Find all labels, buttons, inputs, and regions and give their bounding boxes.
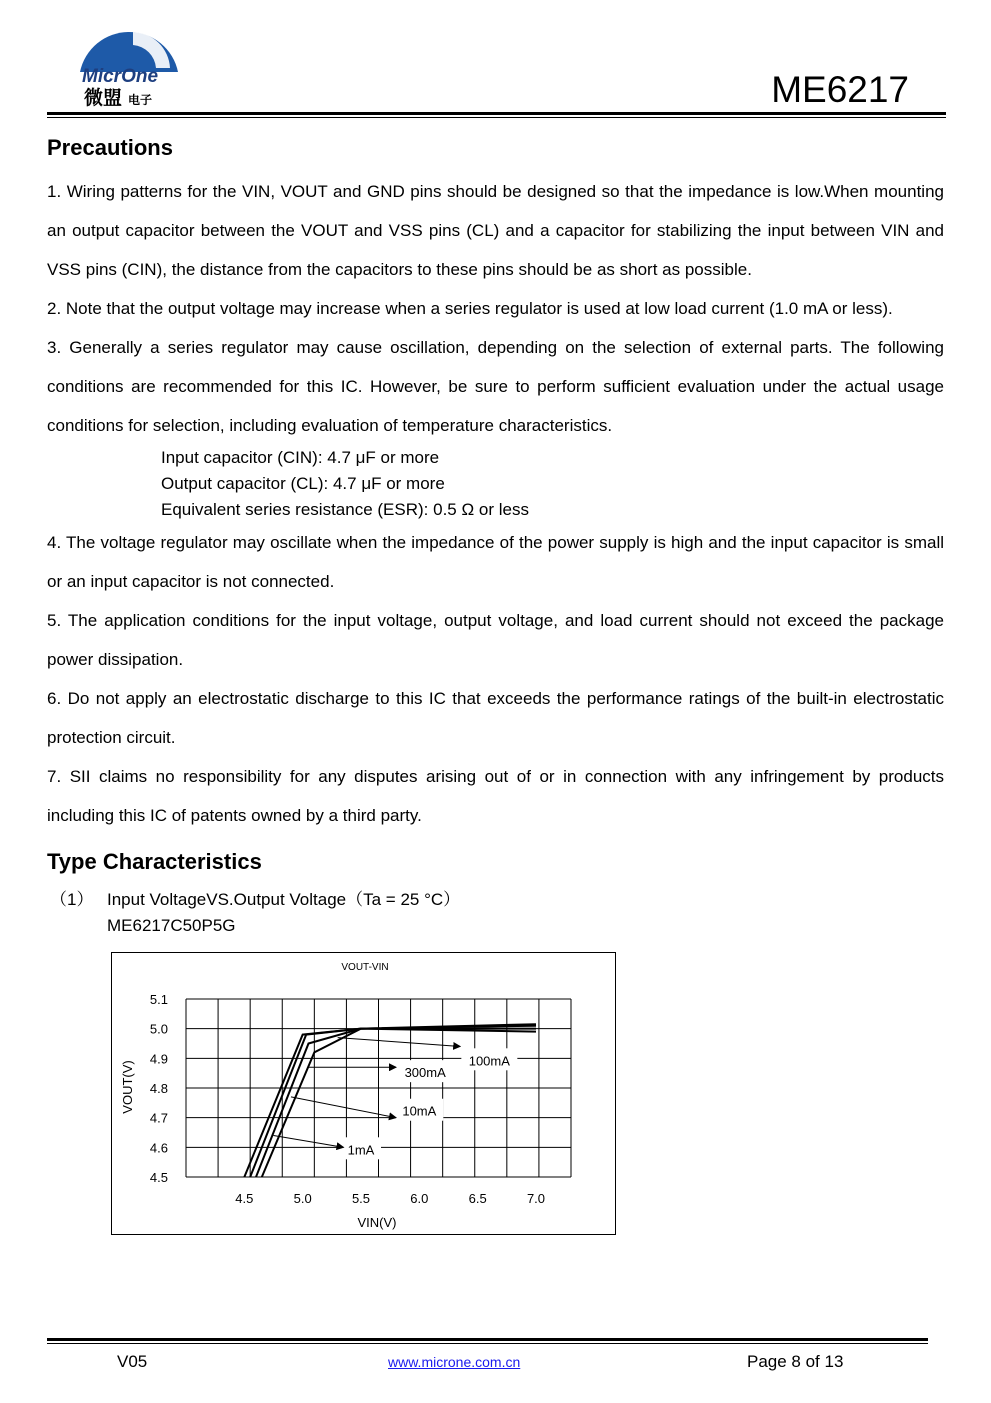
- chart-title: VOUT-VIN: [341, 962, 389, 973]
- footer-url-wrapper: [388, 1352, 520, 1372]
- part-number: ME6217: [771, 69, 909, 110]
- annotation-arrow-1mA: [274, 1135, 344, 1147]
- y-tick-label: 5.0: [149, 1021, 168, 1037]
- annotation-label-300mA: 300mA: [404, 1065, 446, 1081]
- y-tick-label: 4.6: [149, 1140, 168, 1156]
- x-tick-label: 4.5: [235, 1191, 254, 1206]
- precaution-3: 3. Generally a series regulator may cause oscillation, depending on the selection of external parts. The following conditions are recommended for this IC. However, be sure to perform sufficient evaluation under the actual usage conditions for selection, including evaluation of temperature characteristics.: [47, 338, 944, 435]
- precautions-heading: Precautions: [47, 135, 173, 160]
- footer-url-link[interactable]: www.microne.com.cn: [388, 1354, 521, 1370]
- microne-logo: [78, 20, 188, 112]
- x-tick-label: 5.0: [293, 1191, 312, 1206]
- annotation-arrow-100mA: [338, 1038, 460, 1047]
- footer-version: V05: [117, 1352, 148, 1371]
- condition-input-capacitor: Input capacitor (CIN): 4.7 μF or more: [161, 448, 440, 467]
- precaution-4: 4. The voltage regulator may oscillate when the impedance of the power supply is high and the input capacitor is small or an input capacitor is not connected.: [47, 533, 944, 591]
- x-tick-label: 6.0: [410, 1191, 429, 1206]
- y-tick-label: 4.8: [149, 1081, 168, 1096]
- vout-vin-chart: [111, 952, 616, 1235]
- logo-text-cn-small: 电子: [128, 93, 153, 107]
- precaution-2: 2. Note that the output voltage may increase when a series regulator is used at low load current (1.0 mA or less).: [47, 299, 893, 318]
- item-number: （1）: [50, 890, 94, 909]
- precaution-5: 5. The application conditions for the input voltage, output voltage, and load current should not exceed the package power dissipation.: [47, 611, 944, 669]
- x-tick-label: 5.5: [351, 1191, 371, 1206]
- footer-page: Page 8 of 13: [747, 1352, 844, 1371]
- chart-svg: [112, 953, 617, 1236]
- header-rule-thin: [47, 117, 946, 118]
- x-tick-label: 6.5: [468, 1191, 487, 1206]
- footer-rule-thin: [47, 1343, 928, 1344]
- annotation-label-1mA: 1mA: [347, 1142, 375, 1158]
- y-tick-label: 4.5: [149, 1170, 168, 1185]
- device-name: ME6217C50P5G: [107, 916, 236, 935]
- x-tick-label: 7.0: [526, 1191, 546, 1206]
- item-title: Input VoltageVS.Output Voltage（Ta = 25 °C）: [107, 890, 461, 909]
- y-tick-label: 5.1: [149, 992, 168, 1007]
- logo-text-cn: 微盟: [84, 87, 123, 109]
- series-line-1mA: [244, 1024, 536, 1177]
- condition-output-capacitor: Output capacitor (CL): 4.7 μF or more: [161, 474, 445, 493]
- annotation-label-100mA: 100mA: [468, 1053, 510, 1069]
- type-characteristics-heading: Type Characteristics: [47, 849, 262, 874]
- y-tick-label: 4.7: [149, 1110, 168, 1126]
- y-tick-label: 4.9: [149, 1051, 168, 1067]
- footer-rule: [47, 1338, 928, 1341]
- x-axis-label: VIN(V): [357, 1215, 397, 1230]
- precaution-7: 7. SII claims no responsibility for any disputes arising out of or in connection with any infringement by products including this IC of patents owned by a third party.: [47, 767, 944, 825]
- condition-esr: Equivalent series resistance (ESR): 0.5 Ω or less: [161, 500, 529, 519]
- annotation-label-10mA: 10mA: [402, 1103, 437, 1119]
- y-axis-label: VOUT(V): [120, 1060, 135, 1114]
- header-rule: [47, 112, 946, 115]
- logo-text-en: MicrOne: [82, 66, 159, 87]
- precaution-6: 6. Do not apply an electrostatic discharge to this IC that exceeds the performance ratings of the built-in electrostatic protection circuit.: [47, 689, 944, 747]
- precaution-1: 1. Wiring patterns for the VIN, VOUT and GND pins should be designed so that the impedance is low.When mounting an output capacitor between the VOUT and VSS pins (CL) and a capacitor for stabilizing the input between VIN and VSS pins (CIN), the distance from the capacitors to these pins should be as short as possible.: [47, 182, 944, 279]
- annotation-arrow-10mA: [291, 1097, 396, 1118]
